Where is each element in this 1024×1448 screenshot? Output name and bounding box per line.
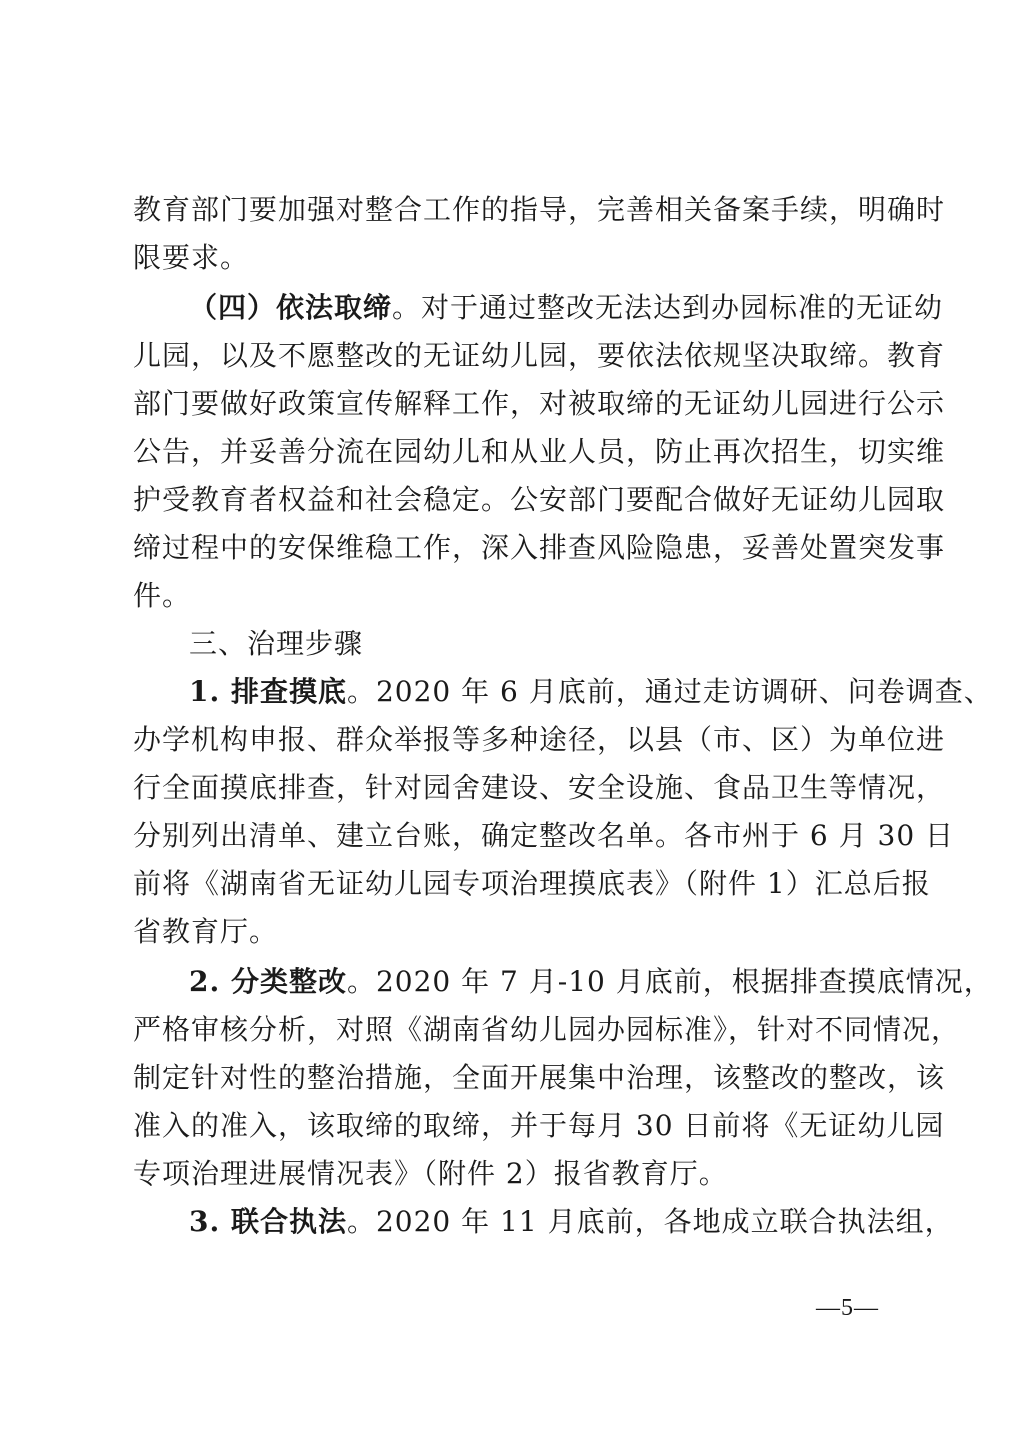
step-heading-bold: 2. 分类整改 [189, 965, 347, 998]
paragraph-line: 部门要做好政策宣传解释工作，对被取缔的无证幼儿园进行公示 [133, 387, 946, 420]
paragraph-line: 行全面摸底排查，针对园舍建设、安全设施、食品卫生等情况， [133, 771, 946, 804]
paragraph-line: 件。 [133, 579, 192, 612]
paragraph-line: 省教育厅。 [133, 915, 279, 948]
paragraph-line: 分别列出清单、建立台账，确定整改名单。各市州于 6 月 30 日 [133, 819, 955, 852]
step-heading-line: 1. 排查摸底。2020 年 6 月底前，通过走访调研、问卷调查、 [189, 675, 993, 708]
chapter-heading: 三、治理步骤 [189, 627, 364, 660]
paragraph-line: 儿园，以及不愿整改的无证幼儿园，要依法依规坚决取缔。教育 [133, 339, 946, 372]
page-number: —5— [816, 1295, 879, 1321]
paragraph-line: 准入的准入，该取缔的取缔，并于每月 30 日前将《无证幼儿园 [133, 1109, 945, 1142]
paragraph-line: 办学机构申报、群众举报等多种途径，以县（市、区）为单位进 [133, 723, 946, 756]
step-heading-bold: 1. 排查摸底 [189, 675, 347, 708]
paragraph-line: 严格审核分析，对照《湖南省幼儿园办园标准》，针对不同情况， [133, 1013, 961, 1046]
paragraph-line: 缔过程中的安保维稳工作，深入排查风险隐患，妥善处置突发事 [133, 531, 946, 564]
paragraph-line: 限要求。 [133, 241, 250, 274]
paragraph-line: 教育部门要加强对整合工作的指导，完善相关备案手续，明确时 [133, 193, 946, 226]
paragraph-line: 护受教育者权益和社会稳定。公安部门要配合做好无证幼儿园取 [133, 483, 946, 516]
paragraph-line: 专项治理进展情况表》（附件 2）报省教育厅。 [133, 1157, 728, 1190]
step-heading-line: 3. 联合执法。2020 年 11 月底前，各地成立联合执法组， [189, 1205, 954, 1238]
section-heading-line: （四）依法取缔。对于通过整改无法达到办园标准的无证幼 [189, 291, 944, 324]
step-heading-line: 2. 分类整改。2020 年 7 月-10 月底前，根据排查摸底情况， [189, 965, 993, 998]
paragraph-line: 前将《湖南省无证幼儿园专项治理摸底表》（附件 1）汇总后报 [133, 867, 931, 900]
step-heading-bold: 3. 联合执法 [189, 1205, 347, 1238]
section-heading-bold: （四）依法取缔 [189, 291, 393, 324]
paragraph-line: 公告，并妥善分流在园幼儿和从业人员，防止再次招生，切实维 [133, 435, 946, 468]
paragraph-line: 制定针对性的整治措施，全面开展集中治理，该整改的整改，该 [133, 1061, 946, 1094]
